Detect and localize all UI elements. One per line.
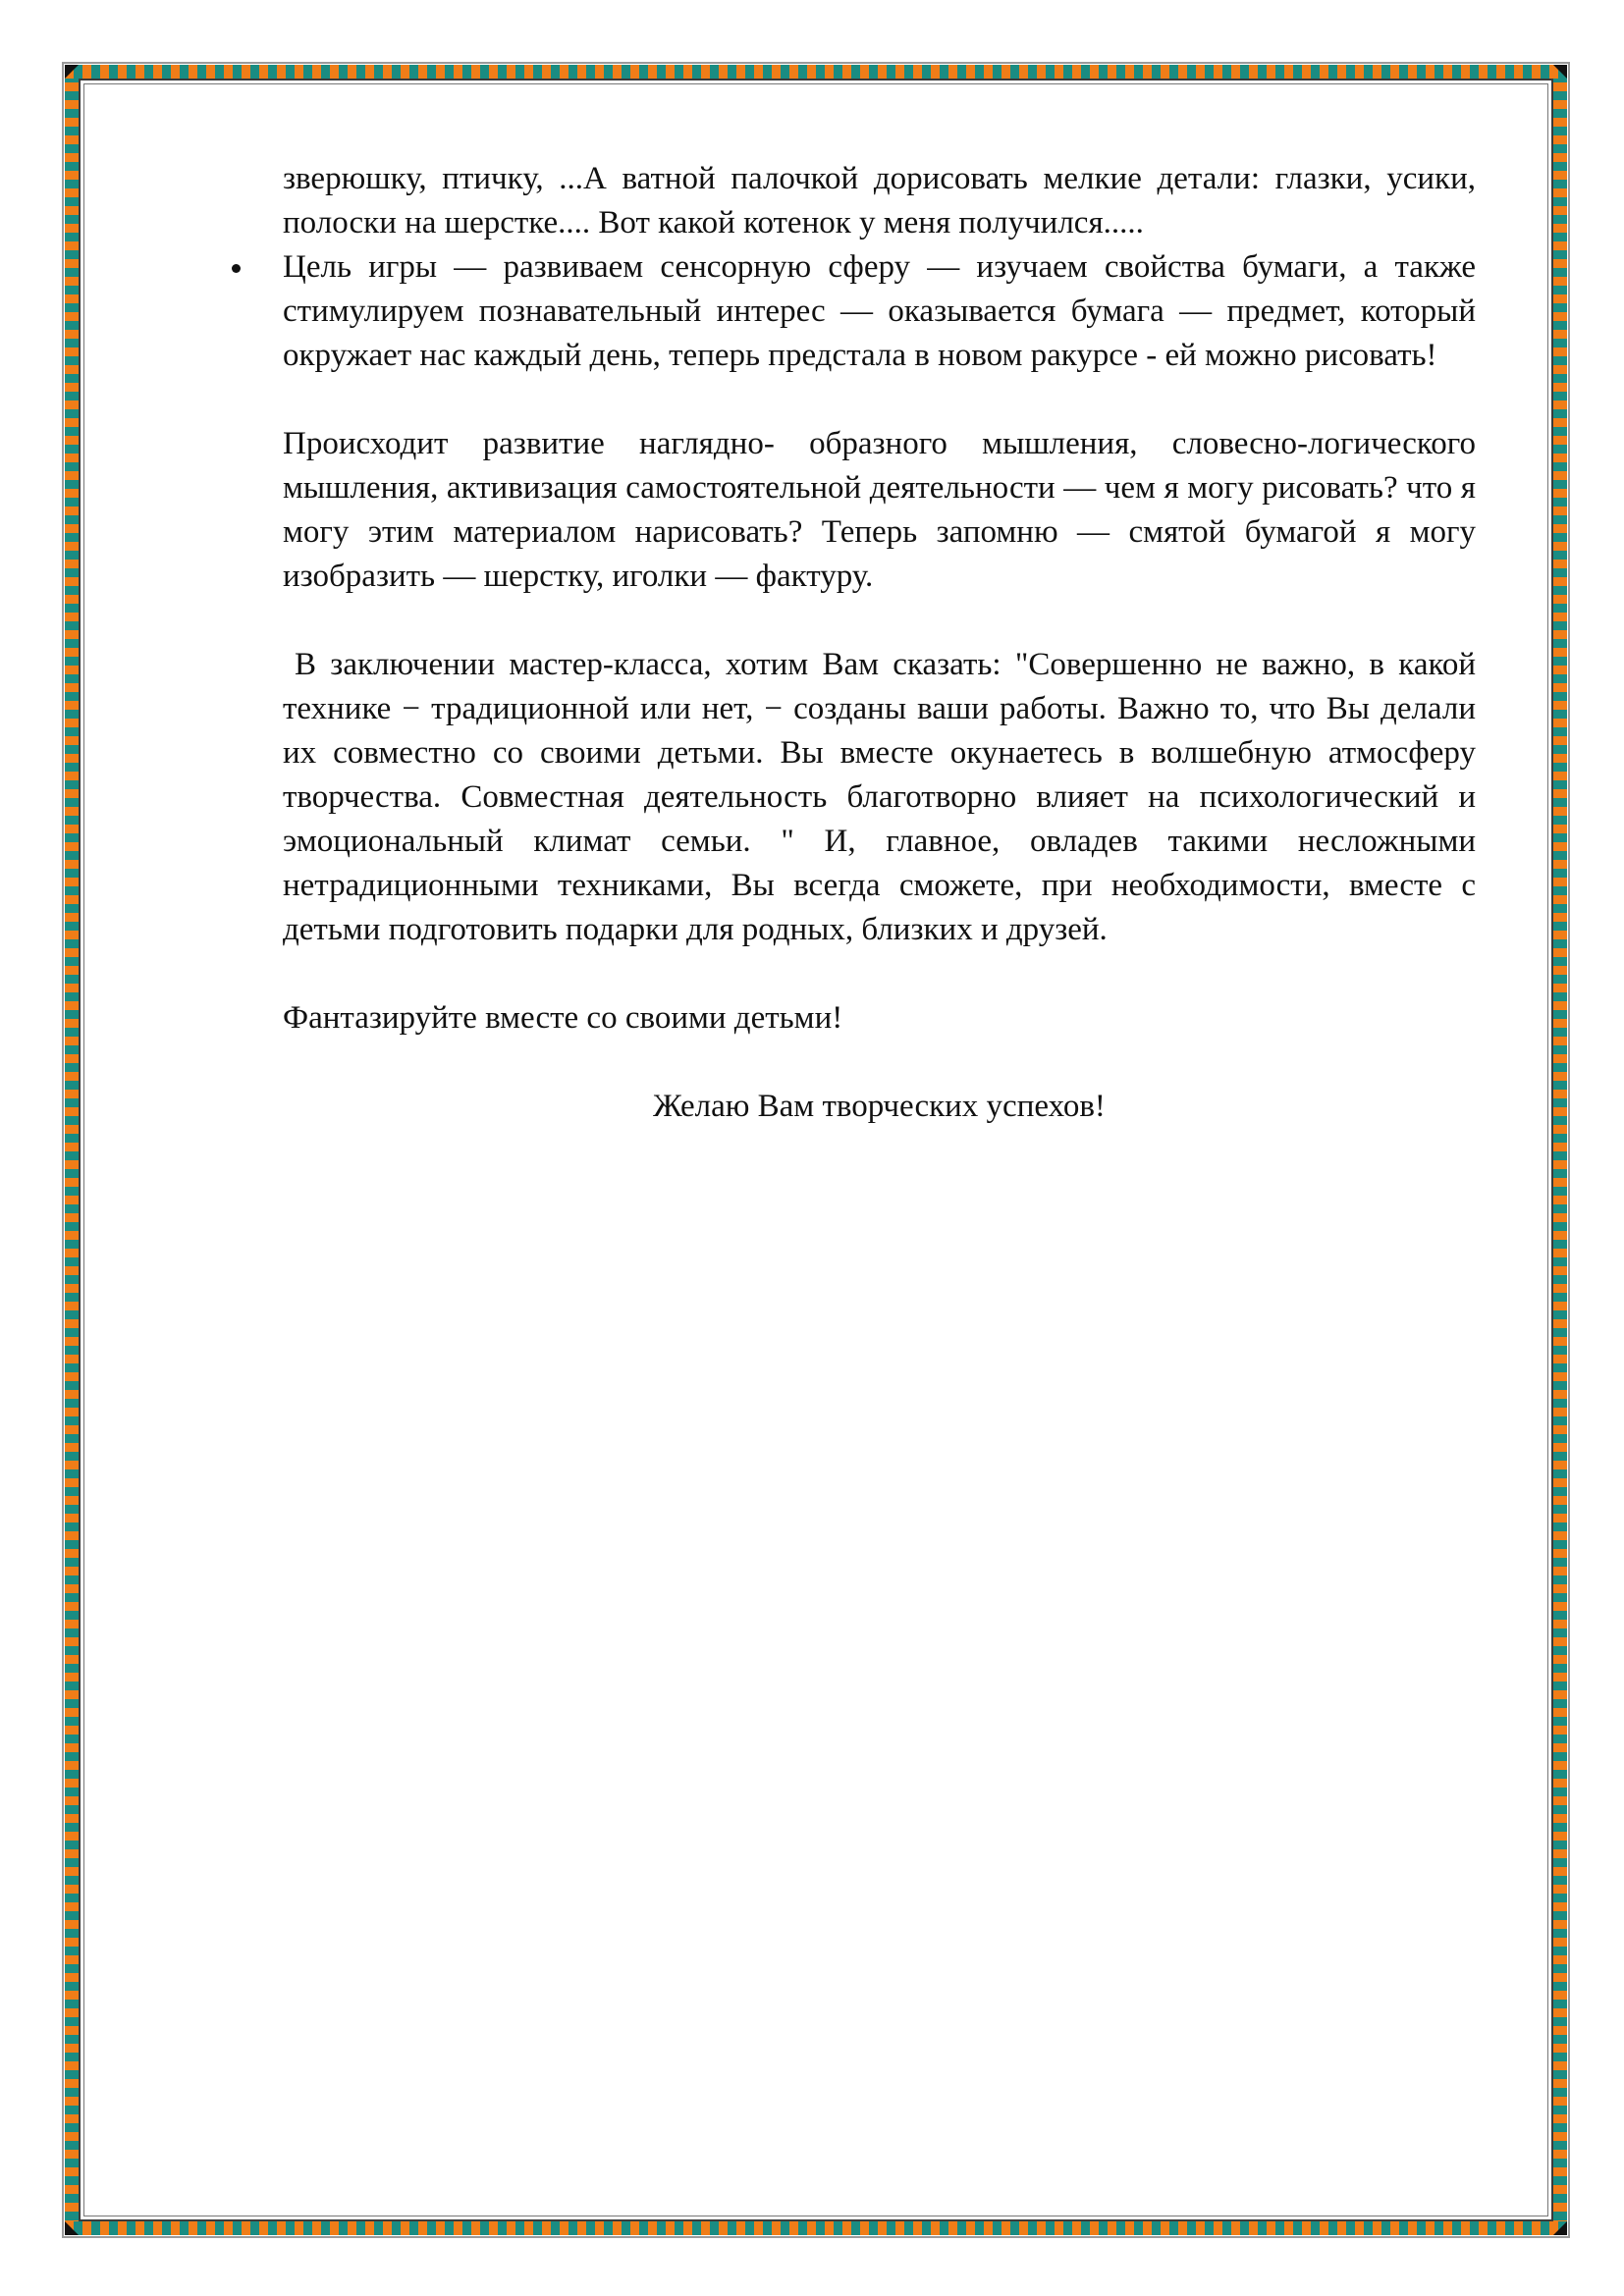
document-body <box>283 157 1476 1129</box>
paragraph-development: Происходит развитие наглядно- образного мышления, словесно-логического мышления, активизация самостоятельной деятельности — чем я могу рисовать? что я могу этим материалом нарисовать? Теперь запомню — смятой бумагой я могу изобразить — шерстку, иголки — фактуру. <box>283 426 1476 594</box>
bullet-list <box>283 245 1476 378</box>
list-item <box>283 245 1476 378</box>
border-corner-bottom-right <box>1553 2221 1567 2235</box>
border-corner-top-left <box>65 65 79 79</box>
paragraph-continuation: зверюшку, птичку, ...А ватной палочкой дорисовать мелкие детали: глазки, усики, полоски на шерстке.... Вот какой котенок у меня получился..... <box>283 161 1476 240</box>
paragraph-fantasize: Фантазируйте вместе со своими детьми! <box>283 1000 843 1036</box>
paragraph-conclusion: В заключении мастер-класса, хотим Вам сказать: "Совершенно не важно, в какой технике − традиционной или нет, − созданы ваши работы. Важно то, что Вы делали их совместно со своими детьми. Вы вместе окунаетесь в волшебную атмосферу творчества. Совместная деятельность благотворно влияет на психологический и эмоциональный климат семьи. " И, главное, овладев такими несложными нетрадиционными техниками, Вы всегда сможете, при необходимости, вместе с детьми подготовить подарки для родных, близких и друзей. <box>283 647 1476 947</box>
bullet-icon <box>232 264 241 273</box>
closing-wish: Желаю Вам творческих успехов! <box>653 1089 1106 1124</box>
border-corner-bottom-left <box>65 2221 79 2235</box>
border-corner-top-right <box>1553 65 1567 79</box>
bullet-item-text: Цель игры — развиваем сенсорную сферу — изучаем свойства бумаги, а также стимулируем познавательный интерес — оказывается бумага — предмет, который окружает нас каждый день, теперь предстала в новом ракурсе - ей можно рисовать! <box>283 249 1476 373</box>
